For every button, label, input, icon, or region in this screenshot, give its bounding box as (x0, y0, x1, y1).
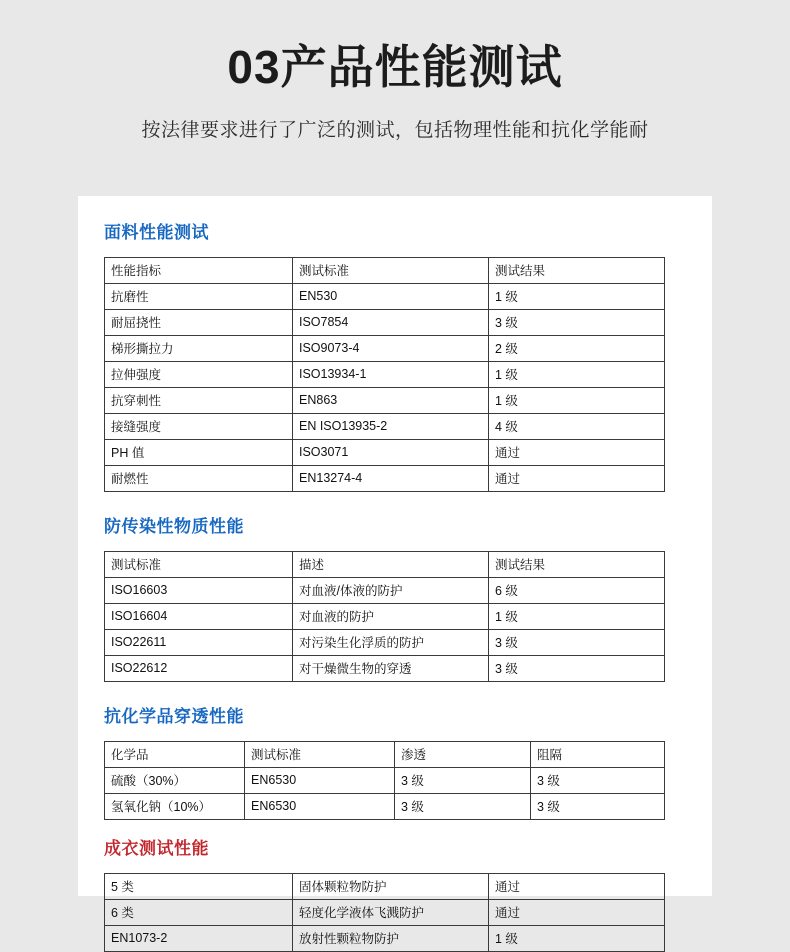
table-row (105, 578, 665, 604)
page-title: 03产品性能测试 (227, 41, 563, 93)
cell: EN863 (293, 388, 489, 414)
section-fabric-performance (104, 218, 686, 492)
table-row (105, 768, 665, 794)
cell: 对血液/体液的防护 (293, 578, 489, 604)
table-header-row (105, 258, 665, 284)
cell: EN1073-2 (105, 926, 293, 952)
content-card (78, 196, 712, 946)
cell: 3 级 (395, 794, 531, 820)
section-title-chemical: 抗化学品穿透性能 (104, 707, 244, 726)
column-header: 阻隔 (531, 742, 665, 768)
cell: ISO22612 (105, 656, 293, 682)
chemical-penetration-table (104, 741, 665, 820)
table-row (105, 874, 665, 900)
table-header-row (105, 552, 665, 578)
cell: 2 级 (489, 336, 665, 362)
cell: 抗穿刺性 (105, 388, 293, 414)
column-header: 化学品 (105, 742, 245, 768)
column-header: 测试结果 (489, 258, 665, 284)
cell: 耐屈挠性 (105, 310, 293, 336)
cell: 6 级 (489, 578, 665, 604)
cell: 对血液的防护 (293, 604, 489, 630)
section-garment-test (104, 834, 686, 952)
column-header: 渗透 (395, 742, 531, 768)
cell: 放射性颗粒物防护 (293, 926, 489, 952)
cell: 氢氧化钠（10%） (105, 794, 245, 820)
cell: 3 级 (395, 768, 531, 794)
cell: 1 级 (489, 362, 665, 388)
cell: 耐燃性 (105, 466, 293, 492)
column-header: 测试标准 (105, 552, 293, 578)
cell: 固体颗粒物防护 (293, 874, 489, 900)
table-row (105, 388, 665, 414)
table-row (105, 900, 665, 926)
table-row (105, 656, 665, 682)
cell: 轻度化学液体飞溅防护 (293, 900, 489, 926)
cell: 通过 (489, 900, 665, 926)
column-header: 测试标准 (293, 258, 489, 284)
cell: 3 级 (489, 310, 665, 336)
section-infection-protection (104, 512, 686, 682)
cell: 拉伸强度 (105, 362, 293, 388)
cell: 对干燥微生物的穿透 (293, 656, 489, 682)
page-subtitle: 按法律要求进行了广泛的测试，包括物理性能和抗化学能耐 (141, 119, 649, 141)
table-row (105, 284, 665, 310)
table-row (105, 794, 665, 820)
cell: 1 级 (489, 284, 665, 310)
cell: ISO3071 (293, 440, 489, 466)
section-chemical-penetration (104, 702, 686, 820)
table-row (105, 630, 665, 656)
cell: EN ISO13935-2 (293, 414, 489, 440)
cell: ISO22611 (105, 630, 293, 656)
column-header: 测试标准 (245, 742, 395, 768)
cell: ISO16604 (105, 604, 293, 630)
cell: 3 级 (531, 794, 665, 820)
table-row (105, 466, 665, 492)
table-row (105, 336, 665, 362)
column-header: 描述 (293, 552, 489, 578)
table-row (105, 604, 665, 630)
cell: EN6530 (245, 794, 395, 820)
cell: 3 级 (489, 656, 665, 682)
cell: 接缝强度 (105, 414, 293, 440)
cell: 抗磨性 (105, 284, 293, 310)
cell: 3 级 (489, 630, 665, 656)
cell: 通过 (489, 874, 665, 900)
cell: 硫酸（30%） (105, 768, 245, 794)
cell: 1 级 (489, 604, 665, 630)
cell: EN530 (293, 284, 489, 310)
garment-test-table (104, 873, 665, 952)
cell: 6 类 (105, 900, 293, 926)
section-title-garment: 成衣测试性能 (104, 839, 209, 858)
column-header: 测试结果 (489, 552, 665, 578)
cell: ISO16603 (105, 578, 293, 604)
cell: ISO13934-1 (293, 362, 489, 388)
table-row (105, 926, 665, 952)
cell: ISO9073-4 (293, 336, 489, 362)
section-title-infection: 防传染性物质性能 (104, 517, 244, 536)
table-header-row (105, 742, 665, 768)
cell: 通过 (489, 466, 665, 492)
section-title-fabric: 面料性能测试 (104, 223, 209, 242)
cell: 梯形撕拉力 (105, 336, 293, 362)
fabric-performance-table (104, 257, 665, 492)
cell: PH 值 (105, 440, 293, 466)
cell: 3 级 (531, 768, 665, 794)
cell: ISO7854 (293, 310, 489, 336)
cell: EN6530 (245, 768, 395, 794)
column-header: 性能指标 (105, 258, 293, 284)
cell: 通过 (489, 440, 665, 466)
table-row (105, 362, 665, 388)
table-row (105, 440, 665, 466)
cell: 4 级 (489, 414, 665, 440)
cell: EN13274-4 (293, 466, 489, 492)
cell: 对污染生化浮质的防护 (293, 630, 489, 656)
cell: 1 级 (489, 926, 665, 952)
table-row (105, 414, 665, 440)
table-row (105, 310, 665, 336)
cell: 5 类 (105, 874, 293, 900)
infection-protection-table (104, 551, 665, 682)
cell: 1 级 (489, 388, 665, 414)
page-header (0, 0, 790, 142)
